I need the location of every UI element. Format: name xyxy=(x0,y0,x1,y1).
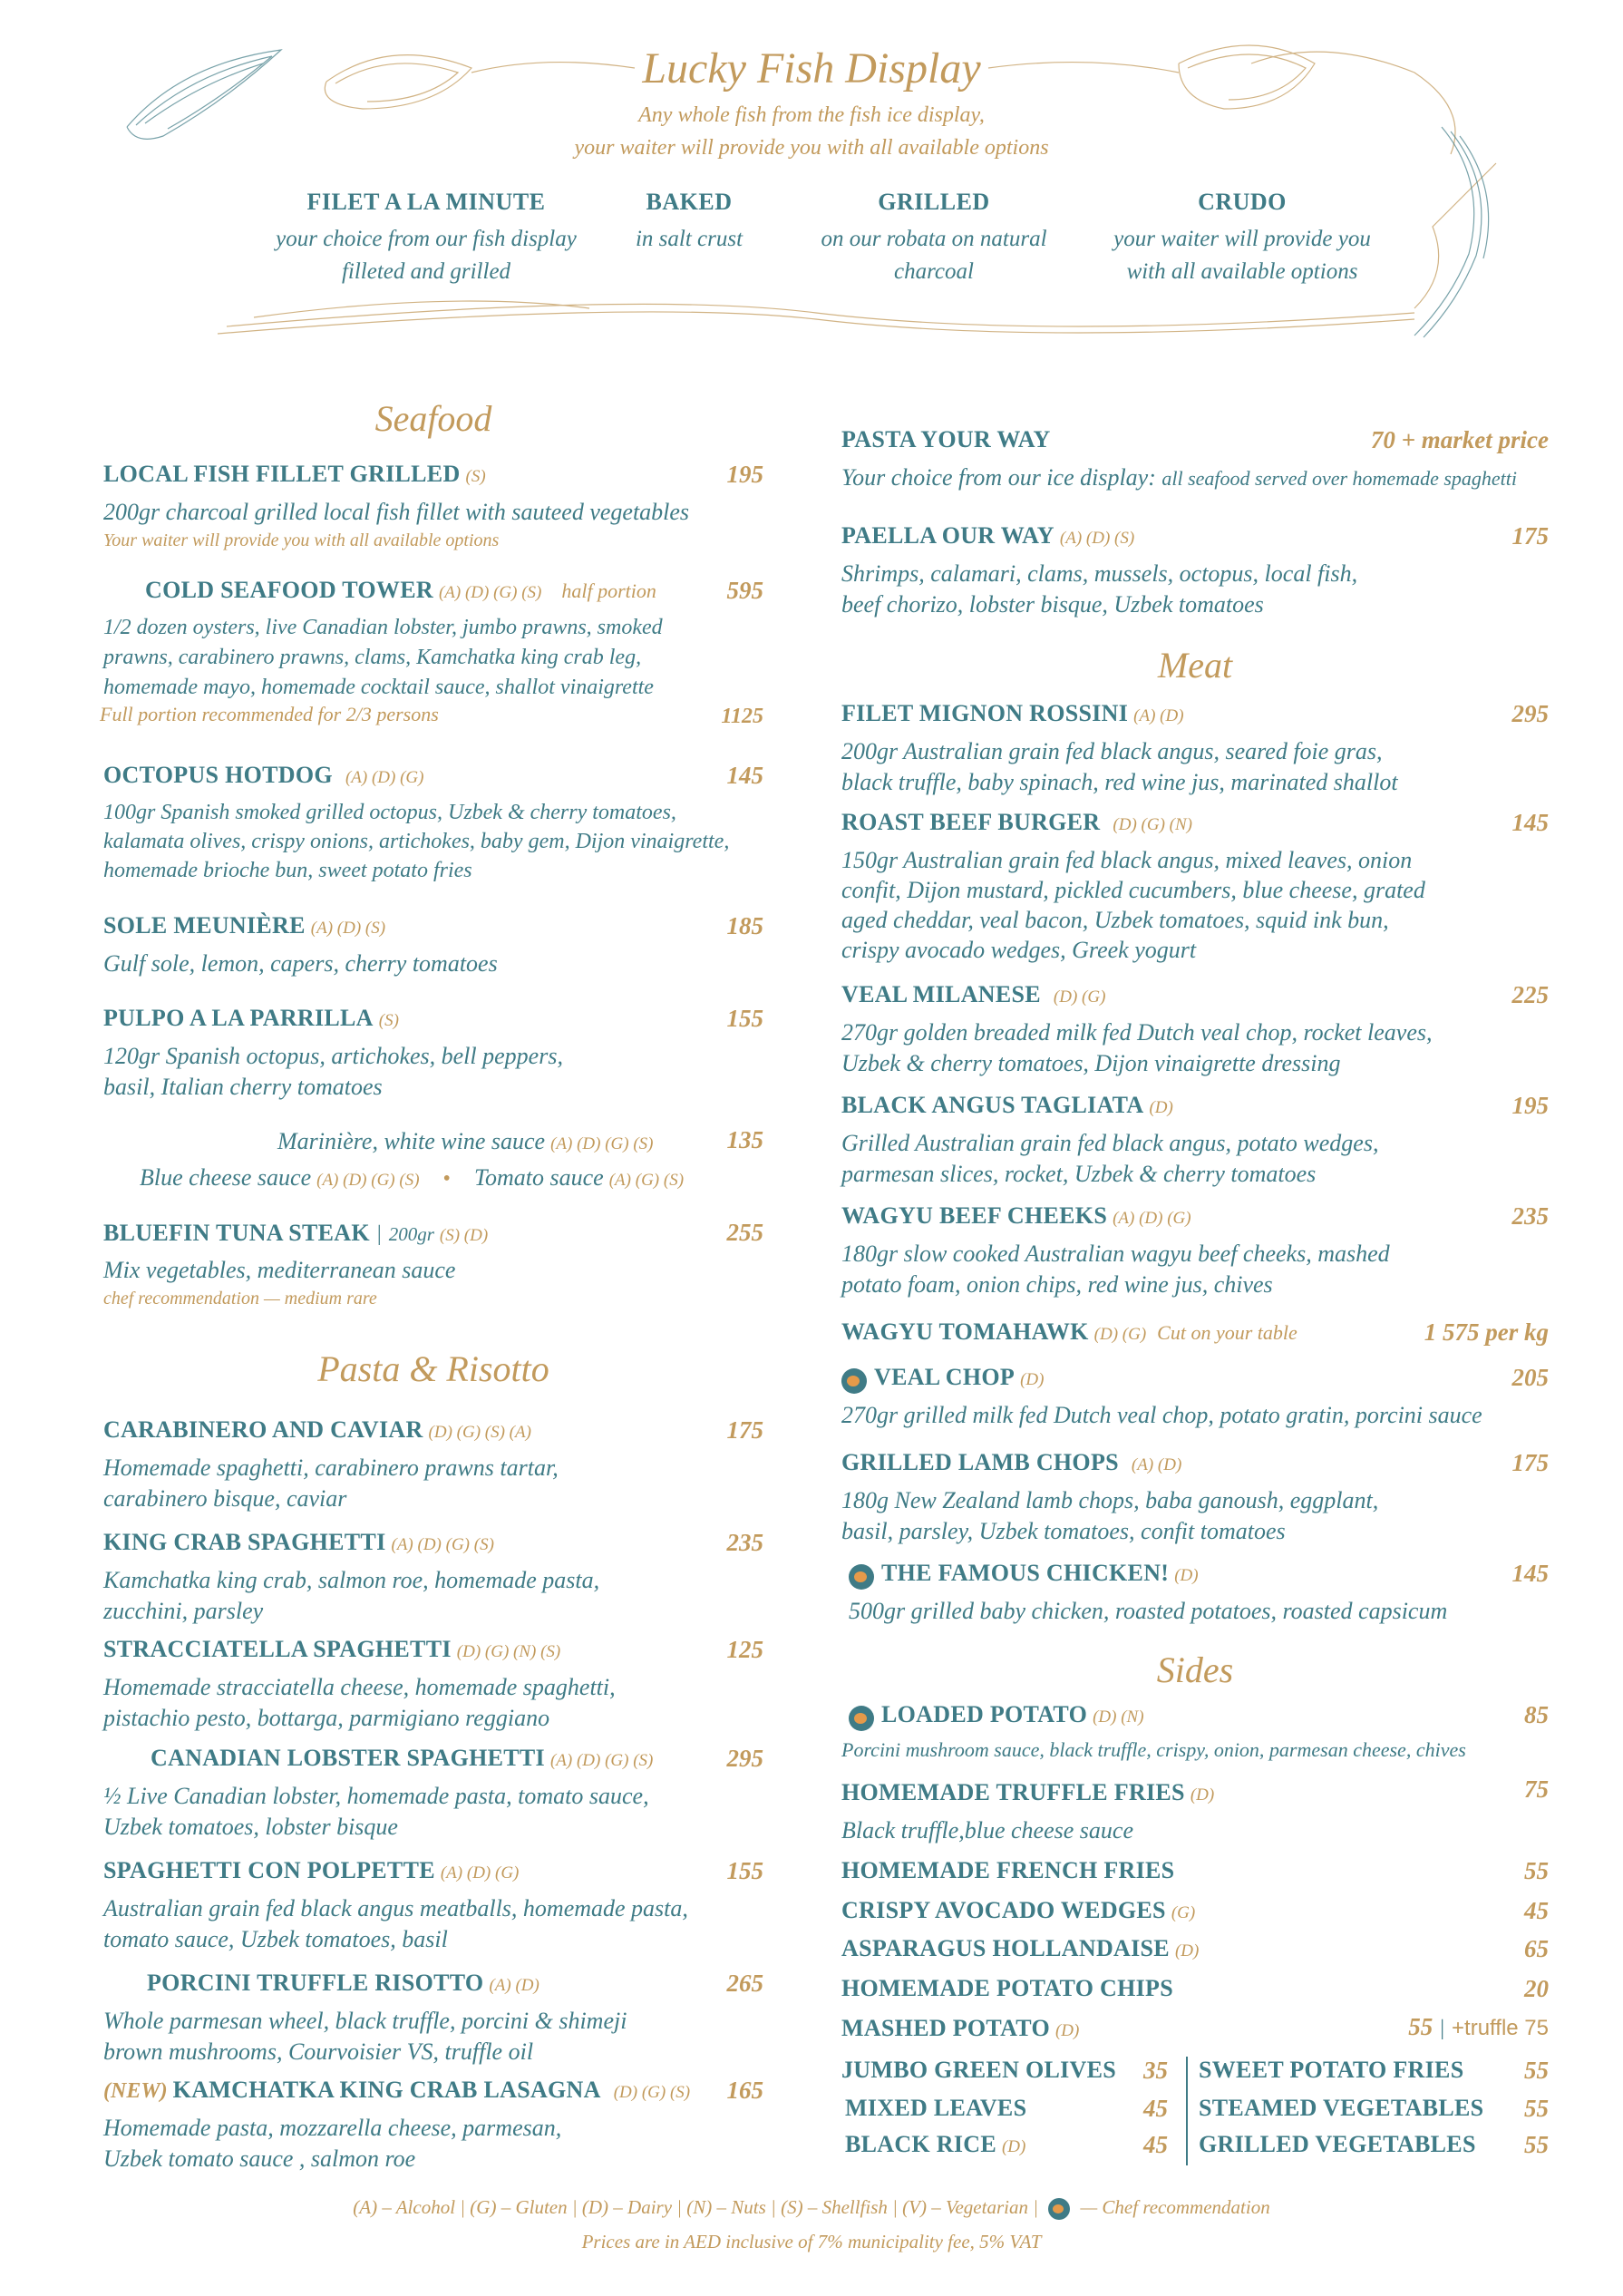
option-desc-1: your choice from our fish display xyxy=(276,227,577,251)
item-description-3: homemade mayo, homemade cocktail sauce, shallot vinaigrette xyxy=(103,676,654,699)
item-price: 65 xyxy=(1524,1935,1549,1962)
menu-item-porcini-risotto xyxy=(103,1970,763,2067)
item-price: 75 xyxy=(1524,1776,1549,1803)
item-description-1: Australian grain fed black angus meatballs, homemade pasta, xyxy=(103,1895,688,1921)
item-price: 195 xyxy=(726,461,763,488)
item-name: VEAL CHOP xyxy=(874,1364,1016,1390)
menu-item-pasta-your-way xyxy=(841,426,1549,494)
side-asparagus xyxy=(841,1935,1549,1971)
item-name: MIXED LEAVES xyxy=(845,2095,1027,2121)
item-description-2: prawns, carabinero prawns, clams, Kamchatka king crab leg, xyxy=(103,646,642,669)
option-desc-1: in salt crust xyxy=(635,227,743,251)
sauce-tomato: Tomato sauce xyxy=(473,1164,604,1191)
item-name: LOADED POTATO xyxy=(881,1701,1088,1727)
item-name: SWEET POTATO FRIES xyxy=(1199,2057,1464,2083)
item-description-1: 200gr Australian grain fed black angus, seared foie gras, xyxy=(841,738,1383,764)
item-note: chef recommendation — medium rare xyxy=(103,1289,377,1309)
menu-item-polpette xyxy=(103,1857,763,1955)
item-price: 85 xyxy=(1524,1701,1549,1728)
item-price: 235 xyxy=(726,1529,763,1556)
side-green-olives xyxy=(841,2057,1168,2093)
item-name: BLACK RICE xyxy=(845,2131,996,2157)
item-full-portion-note: Full portion recommended for 2/3 persons xyxy=(100,703,439,725)
allergen-legend xyxy=(0,2196,1623,2220)
item-allergens: (D) (N) xyxy=(1093,1707,1144,1727)
item-price: 175 xyxy=(1511,522,1549,550)
chef-recommendation-icon xyxy=(841,1368,867,1394)
sauce-blue-allergens: (A) (D) (G) (S) xyxy=(316,1171,420,1190)
menu-item-seafood-tower xyxy=(100,577,763,735)
menu-item-stracciatella xyxy=(103,1636,763,1734)
item-description-1: Homemade pasta, mozzarella cheese, parmesan, xyxy=(103,2115,562,2141)
item-allergens: (A) (D) (G) (S) xyxy=(438,583,542,602)
item-description-2: kalamata olives, crispy onions, artichokes, baby gem, Dijon vinaigrette, xyxy=(103,830,730,853)
option-name: GRILLED xyxy=(878,189,990,215)
side-grilled-vegetables xyxy=(1199,2131,1549,2167)
side-mashed-potato xyxy=(841,2015,1549,2051)
chef-recommendation-icon xyxy=(849,1564,874,1590)
item-price: 55 xyxy=(1524,1857,1549,1884)
item-note: Cut on your table xyxy=(1157,1321,1297,1344)
option-name: CRUDO xyxy=(1198,189,1287,215)
item-description-1: 150gr Australian grain fed black angus, mixed leaves, onion xyxy=(841,847,1413,873)
item-price: 205 xyxy=(1511,1364,1549,1391)
menu-item-local-fish xyxy=(103,461,763,553)
item-description: 270gr grilled milk fed Dutch veal chop, potato gratin, porcini sauce xyxy=(841,1402,1482,1428)
sauce-mariniere: Marinière, white wine sauce xyxy=(277,1128,546,1154)
item-note: Your waiter will provide you with all available options xyxy=(103,530,500,550)
item-name: ROAST BEEF BURGER xyxy=(841,809,1101,835)
item-allergens: (D) xyxy=(1190,1785,1215,1805)
option-name: FILET A LA MINUTE xyxy=(306,189,546,215)
item-weight: 200gr xyxy=(388,1223,434,1245)
item-price: 195 xyxy=(1511,1092,1549,1119)
side-potato-chips xyxy=(841,1975,1549,2011)
item-price: 55 xyxy=(1524,2057,1549,2084)
item-price: 235 xyxy=(1511,1202,1549,1230)
menu-item-lobster-spaghetti xyxy=(103,1745,763,1843)
item-allergens: (A) (D) (G) (S) xyxy=(549,1751,654,1770)
item-description-2: basil, Italian cherry tomatoes xyxy=(103,1074,383,1100)
item-description-1: 100gr Spanish smoked grilled octopus, Uzbek & cherry tomatoes, xyxy=(103,801,676,824)
header-title: Lucky Fish Display xyxy=(642,44,981,92)
item-price: 55 xyxy=(1524,2095,1549,2122)
item-allergens: (D) (G) (S) (A) xyxy=(428,1423,531,1442)
item-name: OCTOPUS HOTDOG xyxy=(103,762,333,788)
item-allergens: (D) xyxy=(1174,1941,1200,1960)
item-allergens: (D) (G) (N) (S) xyxy=(456,1642,561,1661)
option-desc-2: with all available options xyxy=(1126,259,1358,284)
menu-item-bluefin-tuna xyxy=(103,1219,763,1311)
menu-item-filet-mignon xyxy=(841,700,1549,798)
item-name: MASHED POTATO xyxy=(841,2015,1050,2041)
side-steamed-vegetables xyxy=(1199,2095,1549,2131)
menu-item-paella xyxy=(841,522,1549,620)
item-price: 595 xyxy=(726,577,763,604)
header-subtitle-1: Any whole fish from the fish ice display, xyxy=(638,103,985,127)
item-description-2: black truffle, baby spinach, red wine jus, marinated shallot xyxy=(841,769,1398,795)
sauce-tomato-allergens: (A) (G) (S) xyxy=(608,1171,685,1190)
truffle-extra: +truffle 75 xyxy=(1452,2016,1549,2040)
item-allergens: (S) xyxy=(378,1011,399,1030)
item-allergens: (A) (D) (G) xyxy=(345,768,424,787)
item-price: 155 xyxy=(726,1005,763,1032)
sauce-price: 135 xyxy=(726,1126,763,1153)
option-filet xyxy=(254,189,598,288)
item-price: 185 xyxy=(726,912,763,939)
item-name: LOCAL FISH FILLET GRILLED xyxy=(103,461,461,487)
item-name: GRILLED VEGETABLES xyxy=(1199,2131,1476,2157)
item-description-2: Uzbek & cherry tomatoes, Dijon vinaigrette dressing xyxy=(841,1050,1341,1076)
item-allergens: (D) xyxy=(1149,1098,1173,1117)
item-name: THE FAMOUS CHICKEN! xyxy=(881,1560,1170,1586)
item-description-1: ½ Live Canadian lobster, homemade pasta, tomato sauce, xyxy=(103,1783,649,1809)
item-price: 255 xyxy=(726,1219,763,1246)
section-meat: Meat xyxy=(1157,645,1233,686)
item-price: 225 xyxy=(1511,981,1549,1008)
item-description: 200gr charcoal grilled local fish fillet with sauteed vegetables xyxy=(103,499,690,525)
item-allergens: (D) (G) xyxy=(1053,987,1106,1007)
item-allergens: (D) (G) (N) xyxy=(1113,815,1192,834)
item-price: 1 575 per kg xyxy=(1424,1318,1549,1346)
menu-item-famous-chicken xyxy=(849,1560,1549,1627)
menu-item-carabinero xyxy=(103,1416,763,1514)
menu-item-roast-beef-burger xyxy=(841,809,1549,965)
legend-chef: — Chef recommendation xyxy=(1080,2196,1270,2218)
item-allergens: (A) (D) (G) xyxy=(440,1863,520,1883)
item-description: 500gr grilled baby chicken, roasted potatoes, roasted capsicum xyxy=(849,1598,1448,1624)
item-allergens: (A) (D) (G) xyxy=(1113,1209,1191,1228)
item-description-1: 180g New Zealand lamb chops, baba ganoush, eggplant, xyxy=(841,1487,1379,1513)
item-price: 175 xyxy=(1511,1449,1549,1476)
side-french-fries xyxy=(841,1857,1549,1893)
section-pasta-risotto: Pasta & Risotto xyxy=(317,1348,549,1389)
option-baked xyxy=(607,189,771,256)
option-desc-2: filleted and grilled xyxy=(341,259,511,284)
item-description-1: Grilled Australian grain fed black angus, potato wedges, xyxy=(841,1130,1379,1156)
menu-item-veal-chop xyxy=(841,1364,1549,1431)
side-black-rice xyxy=(845,2131,1168,2167)
item-name: PULPO A LA PARRILLA xyxy=(103,1005,374,1031)
item-name: PORCINI TRUFFLE RISOTTO xyxy=(147,1970,484,1996)
item-name: GRILLED LAMB CHOPS xyxy=(841,1449,1119,1475)
sauce-blue-cheese: Blue cheese sauce xyxy=(140,1164,312,1191)
item-description-2: parmesan slices, rocket, Uzbek & cherry tomatoes xyxy=(841,1161,1317,1187)
menu-item-pulpo xyxy=(103,1005,763,1103)
item-price: 125 xyxy=(726,1636,763,1663)
item-description: Black truffle,blue cheese sauce xyxy=(841,1817,1133,1844)
new-badge: (NEW) xyxy=(103,2079,168,2103)
item-price: 175 xyxy=(726,1416,763,1444)
item-description: Porcini mushroom sauce, black truffle, crispy, onion, parmesan cheese, chives xyxy=(841,1738,1466,1761)
item-price: 45 xyxy=(1524,1897,1549,1924)
menu-item-king-crab-lasagna xyxy=(103,2077,763,2174)
item-allergens: (A) (D) xyxy=(489,1976,539,1995)
menu-item-wagyu-cheeks xyxy=(841,1202,1549,1300)
item-description-2: confit, Dijon mustard, pickled cucumbers, blue cheese, grated xyxy=(841,877,1425,903)
sauce-options xyxy=(103,1126,763,1199)
item-description-2: potato foam, onion chips, red wine jus, chives xyxy=(841,1271,1273,1298)
item-allergens: (D) xyxy=(1020,1370,1045,1389)
item-allergens: (D) xyxy=(1001,2137,1026,2156)
item-name: JUMBO GREEN OLIVES xyxy=(841,2057,1117,2083)
item-description-4: crispy avocado wedges, Greek yogurt xyxy=(841,937,1197,963)
item-name: ASPARAGUS HOLLANDAISE xyxy=(841,1935,1170,1961)
sauce-bullet: • xyxy=(442,1167,451,1191)
item-description-3: homemade brioche bun, sweet potato fries xyxy=(103,859,472,882)
menu-item-veal-milanese xyxy=(841,981,1549,1079)
item-description-2: basil, parsley, Uzbek tomatoes, confit tomatoes xyxy=(841,1518,1286,1544)
item-name: KING CRAB SPAGHETTI xyxy=(103,1529,386,1555)
side-avocado-wedges xyxy=(841,1897,1549,1933)
menu-item-sole xyxy=(103,912,763,979)
item-price: 265 xyxy=(726,1970,763,1997)
item-description-1: 180gr slow cooked Australian wagyu beef cheeks, mashed xyxy=(841,1240,1390,1267)
item-name: FILET MIGNON ROSSINI xyxy=(841,700,1129,726)
menu-item-octopus-hotdog xyxy=(103,762,763,885)
menu-item-truffle-fries xyxy=(841,1776,1549,1846)
menu-item-loaded-potato xyxy=(841,1701,1549,1763)
item-name: SOLE MEUNIÈRE xyxy=(103,912,306,939)
item-name: HOMEMADE POTATO CHIPS xyxy=(841,1975,1173,2001)
item-description-3: aged cheddar, veal bacon, Uzbek tomatoes, squid ink bun, xyxy=(841,907,1389,933)
option-grilled xyxy=(789,189,1079,288)
item-name: CRISPY AVOCADO WEDGES xyxy=(841,1897,1166,1923)
side-mixed-leaves xyxy=(845,2095,1168,2131)
menu-item-black-angus-tagliata xyxy=(841,1092,1549,1190)
item-price: 155 xyxy=(726,1857,763,1884)
price-note: Prices are in AED inclusive of 7% municipality fee, 5% VAT xyxy=(581,2231,1042,2252)
item-name: STRACCIATELLA SPAGHETTI xyxy=(103,1636,452,1662)
legend-text: (A) – Alcohol | (G) – Gluten | (D) – Dairy | (N) – Nuts | (S) – Shellfish | (V) – Vegetarian | xyxy=(353,2196,1038,2218)
item-description-2: Uzbek tomato sauce , salmon roe xyxy=(103,2145,416,2172)
item-allergens: (S) (D) xyxy=(439,1226,489,1245)
item-name: COLD SEAFOOD TOWER xyxy=(145,577,433,603)
item-description-1: 120gr Spanish octopus, artichokes, bell peppers, xyxy=(103,1043,563,1069)
item-description-2: zucchini, parsley xyxy=(103,1598,264,1624)
item-description-1: Homemade stracciatella cheese, homemade spaghetti, xyxy=(103,1674,616,1700)
item-allergens: (A) (D) xyxy=(1133,706,1184,725)
item-price: 145 xyxy=(1511,809,1549,836)
item-name: WAGYU BEEF CHEEKS xyxy=(841,1202,1108,1229)
item-name: CANADIAN LOBSTER SPAGHETTI xyxy=(151,1745,545,1771)
item-name: HOMEMADE TRUFFLE FRIES xyxy=(841,1779,1185,1805)
section-seafood: Seafood xyxy=(374,398,492,439)
option-crudo xyxy=(1088,189,1396,288)
item-separator: | xyxy=(376,1222,382,1246)
item-price: 295 xyxy=(726,1745,763,1772)
item-name: STEAMED VEGETABLES xyxy=(1199,2095,1484,2121)
item-description-2: carabinero bisque, caviar xyxy=(103,1485,347,1512)
item-price: 70 + market price xyxy=(1370,426,1549,453)
item-price: 45 xyxy=(1143,2131,1168,2158)
section-sides: Sides xyxy=(1156,1649,1234,1690)
item-name: HOMEMADE FRENCH FRIES xyxy=(841,1857,1175,1883)
menu-item-wagyu-tomahawk xyxy=(841,1318,1549,1355)
item-name: CARABINERO AND CAVIAR xyxy=(103,1416,423,1443)
item-description: Mix vegetables, mediterranean sauce xyxy=(103,1257,456,1283)
item-description-2: Uzbek tomatoes, lobster bisque xyxy=(103,1814,398,1840)
item-full-portion: 1125 xyxy=(721,705,763,728)
item-name: VEAL MILANESE xyxy=(841,981,1041,1007)
item-allergens: (A) (D) xyxy=(1131,1455,1182,1474)
item-name: WAGYU TOMAHAWK xyxy=(841,1318,1089,1345)
sides-divider xyxy=(1186,2057,1188,2165)
price-separator: | xyxy=(1440,2017,1445,2040)
item-price: 20 xyxy=(1524,1975,1549,2002)
item-allergens: (D) (G) xyxy=(1093,1325,1147,1344)
item-price: 35 xyxy=(1143,2057,1168,2084)
option-desc-1: on our robata on natural xyxy=(821,227,1047,251)
item-allergens: (D) (G) (S) xyxy=(613,2083,691,2102)
item-description-1: Shrimps, calamari, clams, mussels, octopus, local fish, xyxy=(841,560,1358,587)
item-description-1: Homemade spaghetti, carabinero prawns tartar, xyxy=(103,1454,559,1481)
item-name: SPAGHETTI CON POLPETTE xyxy=(103,1857,435,1883)
item-description-1: Whole parmesan wheel, black truffle, porcini & shimeji xyxy=(103,2008,627,2034)
side-sweet-potato-fries xyxy=(1199,2057,1549,2093)
header-subtitle-2: your waiter will provide you with all available options xyxy=(574,136,1049,160)
item-description-1: Your choice from our ice display: xyxy=(841,464,1156,491)
option-desc-1: your waiter will provide you xyxy=(1113,227,1371,251)
chef-recommendation-icon xyxy=(1048,2198,1070,2220)
item-description-2: tomato sauce, Uzbek tomatoes, basil xyxy=(103,1926,448,1952)
item-allergens: (G) xyxy=(1171,1903,1196,1922)
chef-recommendation-icon xyxy=(849,1706,874,1731)
item-price: 55 xyxy=(1408,2013,1433,2040)
item-description-1: 1/2 dozen oysters, live Canadian lobster, jumbo prawns, smoked xyxy=(103,616,663,639)
item-name: KAMCHATKA KING CRAB LASAGNA xyxy=(172,2077,601,2103)
item-description-2: pistachio pesto, bottarga, parmigiano reggiano xyxy=(103,1705,550,1731)
item-price: 55 xyxy=(1524,2131,1549,2158)
item-description-2: beef chorizo, lobster bisque, Uzbek tomatoes xyxy=(841,591,1264,618)
item-allergens: (A) (D) (S) xyxy=(1059,529,1135,548)
item-price: 145 xyxy=(1511,1560,1549,1587)
item-half-portion: half portion xyxy=(561,579,656,602)
menu-item-king-crab-spaghetti xyxy=(103,1529,763,1627)
sauce-mariniere-allergens: (A) (D) (G) (S) xyxy=(550,1134,654,1153)
item-description-2: brown mushrooms, Courvoisier VS, truffle oil xyxy=(103,2038,534,2065)
item-allergens: (A) (D) (G) (S) xyxy=(391,1535,494,1554)
item-description-1: 270gr golden breaded milk fed Dutch veal chop, rocket leaves, xyxy=(841,1019,1433,1046)
item-name: PASTA YOUR WAY xyxy=(841,426,1051,452)
item-allergens: (S) xyxy=(465,467,486,486)
item-price: 145 xyxy=(726,762,763,789)
item-allergens: (D) xyxy=(1174,1566,1199,1585)
option-name: BAKED xyxy=(646,189,733,215)
item-name: BLUEFIN TUNA STEAK xyxy=(103,1220,370,1246)
item-name: BLACK ANGUS TAGLIATA xyxy=(841,1092,1144,1118)
item-price: 45 xyxy=(1143,2095,1168,2122)
item-name: PAELLA OUR WAY xyxy=(841,522,1054,549)
item-allergens: (A) (D) (S) xyxy=(310,919,386,938)
option-desc-2: charcoal xyxy=(894,259,974,284)
item-allergens: (D) xyxy=(1054,2021,1080,2040)
item-description: Gulf sole, lemon, capers, cherry tomatoes xyxy=(103,950,498,977)
item-price: 295 xyxy=(1511,700,1549,727)
item-description-2: all seafood served over homemade spaghetti xyxy=(1161,467,1518,490)
item-price: 165 xyxy=(726,2077,763,2104)
menu-item-lamb-chops xyxy=(841,1449,1549,1547)
item-description-1: Kamchatka king crab, salmon roe, homemade pasta, xyxy=(103,1567,600,1593)
